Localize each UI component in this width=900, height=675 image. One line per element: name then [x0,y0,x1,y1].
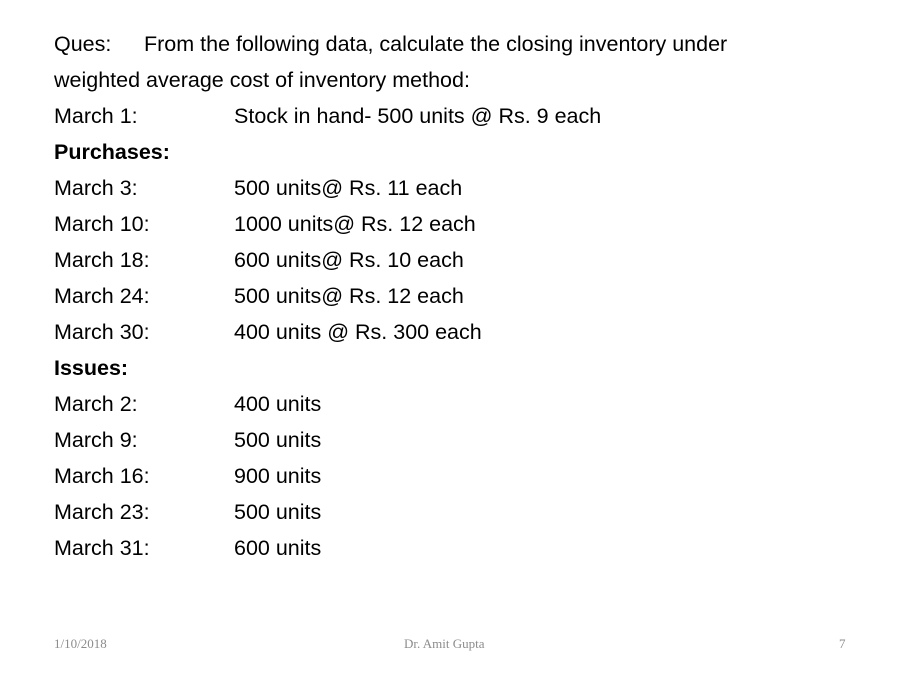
issue-date: March 9: [54,428,138,452]
footer-date: 1/10/2018 [54,636,107,651]
issue-row [54,530,321,566]
purchase-row [54,170,462,206]
question-label: Ques: [54,32,112,56]
issue-date: March 16: [54,464,150,488]
issue-row [54,458,321,494]
purchase-row [54,278,464,314]
purchase-row [54,206,476,242]
opening-date: March 1: [54,104,138,128]
purchase-text: 500 units@ Rs. 11 each [234,176,463,200]
issue-date: March 23: [54,500,150,524]
issue-date: March 31: [54,536,150,560]
question-text-1: From the following data, calculate the closing inventory under [144,32,728,56]
purchase-date: March 3: [54,176,138,200]
issue-text: 500 units [234,428,322,452]
purchase-date: March 24: [54,284,150,308]
purchase-row [54,242,464,278]
footer-page-number: 7 [839,636,846,651]
issue-text: 500 units [234,500,322,524]
question-text-2: weighted average cost of inventory method: [54,68,470,92]
issue-row [54,494,321,530]
issue-text: 900 units [234,464,322,488]
opening-stock-row [54,98,601,134]
purchase-text: 400 units @ Rs. 300 each [234,320,482,344]
purchase-text: 1000 units@ Rs. 12 each [234,212,476,236]
purchase-date: March 30: [54,320,150,344]
purchase-date: March 18: [54,248,150,272]
purchases-heading: Purchases: [54,140,170,164]
purchase-text: 600 units@ Rs. 10 each [234,248,464,272]
issue-date: March 2: [54,392,138,416]
question-line-1 [54,26,727,62]
issue-text: 400 units [234,392,322,416]
purchase-row [54,314,482,350]
issue-row [54,422,321,458]
purchase-text: 500 units@ Rs. 12 each [234,284,464,308]
issue-text: 600 units [234,536,322,560]
issue-row [54,386,321,422]
issues-heading: Issues: [54,356,129,380]
question-line-2 [54,62,470,98]
footer-author: Dr. Amit Gupta [404,636,485,651]
purchase-date: March 10: [54,212,150,236]
opening-text: Stock in hand- 500 units @ Rs. 9 each [234,104,602,128]
